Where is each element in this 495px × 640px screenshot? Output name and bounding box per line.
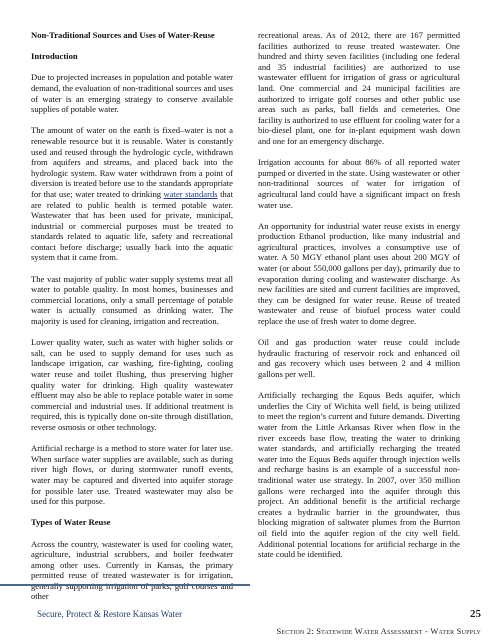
industrial-reuse-paragraph: An opportunity for industrial water reuse exists in energy production Ethanol production, like many industrial and agricultural practices, involves a consumptive use of water. A 50 MGY ethanol plant uses about 200 MGY of water (or about 550,000 gallons per day), primarily due to evaporation during cooling and wastewater discharge. As new facilities are sited and current facilities are improved, they can be designed for water reuse. Reuse of treated wastewater and reuse of biofuel process water could replace the use of fresh water to dome degree. bbox=[258, 220, 460, 327]
types-paragraph: Across the country, wastewater is used for cooling water, agriculture, industrial scrubbers, and boiler feedwater among other uses. Currently in Kansas, the primary permitted reuse of treated wastewater is for irrigation, generally supporting irrigation of parks, golf courses and other bbox=[31, 538, 233, 602]
water-standards-link[interactable]: water standards bbox=[163, 188, 218, 199]
introduction-heading: Introduction bbox=[31, 51, 78, 62]
intro-paragraph: Due to projected increases in population and potable water demand, the evaluation of non-traditional sources and uses of water is an emerging strategy to conserve available supplies of potable water. bbox=[31, 72, 233, 115]
water-cycle-paragraph: The amount of water on the earth is fixed–water is not a renewable resource but it is reusable. Water is constantly used and reused through the hydrologic cycle, withdrawn from aquifers and streams, and placed back into the hydrologic system. Raw water withdrawn from a point of diversion is treated before use to the standards appropriate for that use; water treated to drinking water standards that are related to public health is termed potable water. Wastewater that has been used for private, municipal, industrial or commercial purposes must be treated to standards related to aquatic life, safety and recreational contact before discharge; usually back into the aquatic system that it came from. bbox=[31, 125, 233, 263]
section-heading: Non-Traditional Sources and Uses of Water-Reuse bbox=[31, 30, 215, 40]
footer-motto: Secure, Protect & Restore Kansas Water bbox=[37, 609, 183, 619]
oil-gas-paragraph: Oil and gas production water reuse could include hydraulic fracturing of reservoir rock and enhanced oil and gas recovery which uses between 2 and 4 million gallons per well. bbox=[258, 337, 460, 379]
recreational-paragraph: recreational areas. As of 2012, there are 167 permitted facilities authorized to reuse treated wastewater. One hundred and thirty seven facilities (including one federal and 35 industrial facilities) are authorized to use wastewater effluent for irrigation of grass or agricultural land. One commercial and 24 municipal facilities are authorized to irrigate golf courses and other public use areas such as parks, ball fields and cemeteries. One facility is authorized to use effluent for cooling water for a bio-diesel plant, one for in-plant equipment wash down and one for an emergency discharge. bbox=[258, 30, 460, 146]
types-heading: Types of Water Reuse bbox=[31, 517, 111, 528]
right-column bbox=[258, 30, 460, 570]
artificial-recharge-paragraph: Artificial recharge is a method to store water for later use. When surface water supplies are available, such as during river high flows, or during stormwater runoff events, water may be captured and diverted into aquifer storage for possible later use. Treated wastewater may also be used for this purpose. bbox=[31, 443, 233, 507]
potable-quality-paragraph: The vast majority of public water supply systems treat all water to potable quality. In most homes, businesses and commercial locations, only a small percentage of potable water is actually consumed as drinking water. The majority is used for cleaning, irrigation and recreation. bbox=[31, 273, 233, 327]
section-title: Section 2: Statewide Water Assessment - Water Supply bbox=[276, 626, 481, 636]
equus-beds-paragraph: Artificially recharging the Equus Beds aquifer, which underlies the City of Wichita well field, is being utilized to meet the region’s current and future demands. Diverting water from the Little Arkansas River when flow in the river exceeds base flow, treating the water to drinking water standards, and artificially recharging the treated water into the Equus Beds aquifer through injection wells and recharge basins is an example of a successful non-traditional water use strategy. In 2007, over 350 million gallons were recharged into the aquifer through this project. An additional benefit is the artificial recharge creates a hydraulic barrier in the groundwater, thus blocking migration of saltwater plumes from the Burrton oil field into the aquifer region of the city well field. Additional potential locations for artificial recharge in the state could be identified. bbox=[258, 390, 460, 560]
left-column bbox=[31, 30, 233, 613]
lower-quality-paragraph: Lower quality water, such as water with higher solids or salt, can be used to supply demand for uses such as landscape irrigation, car washing, fire-fighting, cooling water reuse and toilet flushing, thus preserving higher quality water for drinking. High quality wastewater effluent may also be able to replace potable water in some commercial and industrial uses. If additional treatment is required, this is typically done on-site through distillation, reverse osmosis or other technology. bbox=[31, 337, 233, 432]
footer-divider bbox=[0, 584, 250, 606]
irrigation-paragraph: Irrigation accounts for about 86% of all reported water pumped or diverted in the state. Using wastewater or other non-traditional sources of water for irrigation of agricultural land could have a significant impact on fresh water use. bbox=[258, 157, 460, 210]
page-number: 25 bbox=[470, 608, 481, 620]
